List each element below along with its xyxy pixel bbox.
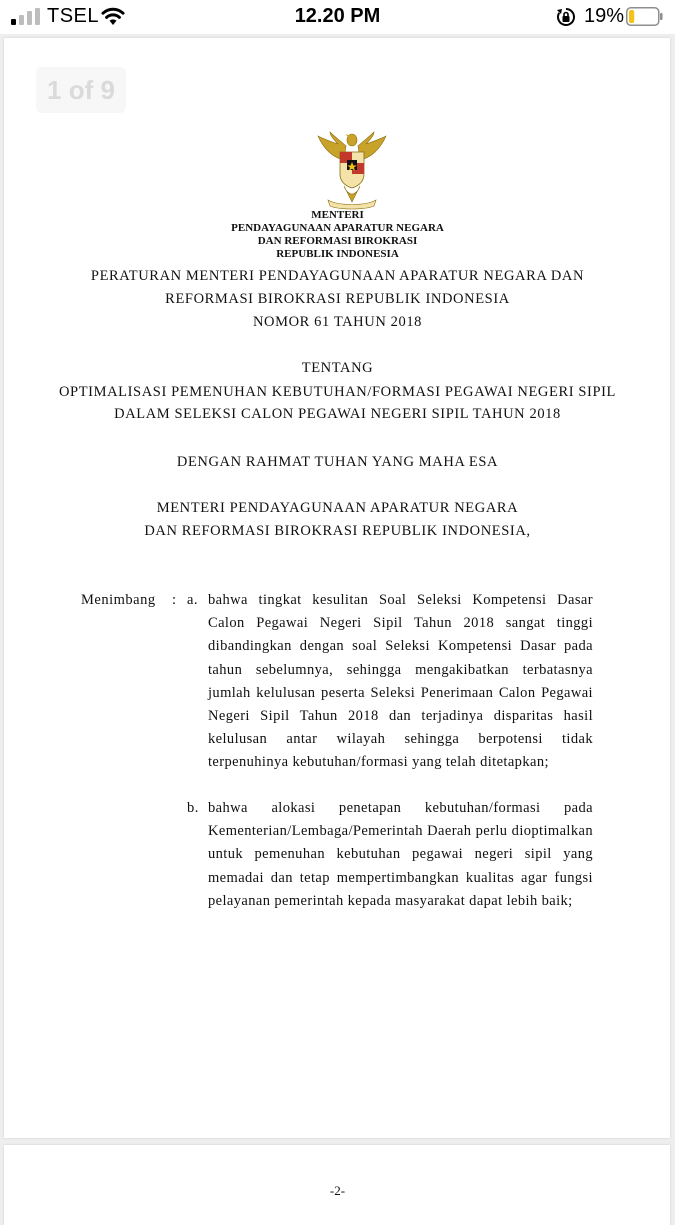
subject-heading: TENTANG	[301, 360, 374, 376]
page-indicator: 1 of 9	[36, 67, 126, 113]
issuer-line-2: DAN REFORMASI BIROKRASI REPUBLIK INDONESIA,	[144, 523, 531, 539]
considering-colon: :	[172, 592, 177, 608]
clock: 12.20 PM	[294, 5, 381, 27]
status-bar	[0, 0, 675, 34]
considering-label: Menimbang	[81, 592, 156, 608]
carrier-name: TSEL	[47, 5, 100, 27]
regulation-number: NOMOR 61 TAHUN 2018	[252, 314, 423, 330]
point-a-text: bahwa tingkat kesulitan Soal Seleksi Kompetensi Dasar Calon Pegawai Negeri Sipil Tahun 2018 sangat tinggi dibandingkan dengan soal Seleksi Kompetensi Dasar pada tahun sebelumnya, sehingga mengakibatkan terbatasnya jumlah kelulusan peserta Seleksi Penerimaan Calon Pegawai Negeri Sipil Tahun 2018 dan terjadinya disparitas hasil kelulusan antar wilayah sehingga berpotensi tidak terpenuhinya kebutuhan/formasi yang telah ditetapkan;	[208, 592, 593, 771]
point-b-marker: b.	[187, 800, 199, 816]
garuda-emblem-icon	[314, 130, 390, 212]
blessing-line: DENGAN RAHMAT TUHAN YANG MAHA ESA	[176, 454, 499, 470]
ministry-header-line-1: MENTERI	[311, 209, 364, 221]
battery-percentage: 19%	[584, 5, 625, 27]
subject-line-1: OPTIMALISASI PEMENUHAN KEBUTUHAN/FORMASI PEGAWAI NEGERI SIPIL	[58, 384, 617, 400]
subject-line-2: DALAM SELEKSI CALON PEGAWAI NEGERI SIPIL TAHUN 2018	[114, 406, 561, 422]
ministry-header-line-3: DAN REFORMASI BIROKRASI	[257, 235, 418, 247]
page-number: -2-	[329, 1183, 346, 1198]
battery-icon	[626, 7, 663, 26]
ministry-header-line-4: REPUBLIK INDONESIA	[276, 248, 399, 260]
regulation-title-line-1: PERATURAN MENTERI PENDAYAGUNAAN APARATUR NEGARA DAN	[90, 268, 585, 284]
ministry-header-line-2: PENDAYAGUNAAN APARATUR NEGARA	[231, 222, 444, 234]
rotation-lock-icon	[556, 7, 576, 27]
point-b-text: bahwa alokasi penetapan kebutuhan/formasi pada Kementerian/Lembaga/Pemerintah Daerah perlu dioptimalkan untuk pemenuhan kebutuhan pegawai negeri sipil yang memadai dan tetap mempertimbangkan kualitas agar fungsi pelayanan pemerintah kepada masyarakat dapat lebih baik;	[208, 800, 593, 909]
issuer-line-1: MENTERI PENDAYAGUNAAN APARATUR NEGARA	[156, 500, 519, 516]
regulation-title-line-2: REFORMASI BIROKRASI REPUBLIK INDONESIA	[165, 291, 510, 307]
point-a-marker: a.	[187, 592, 199, 608]
